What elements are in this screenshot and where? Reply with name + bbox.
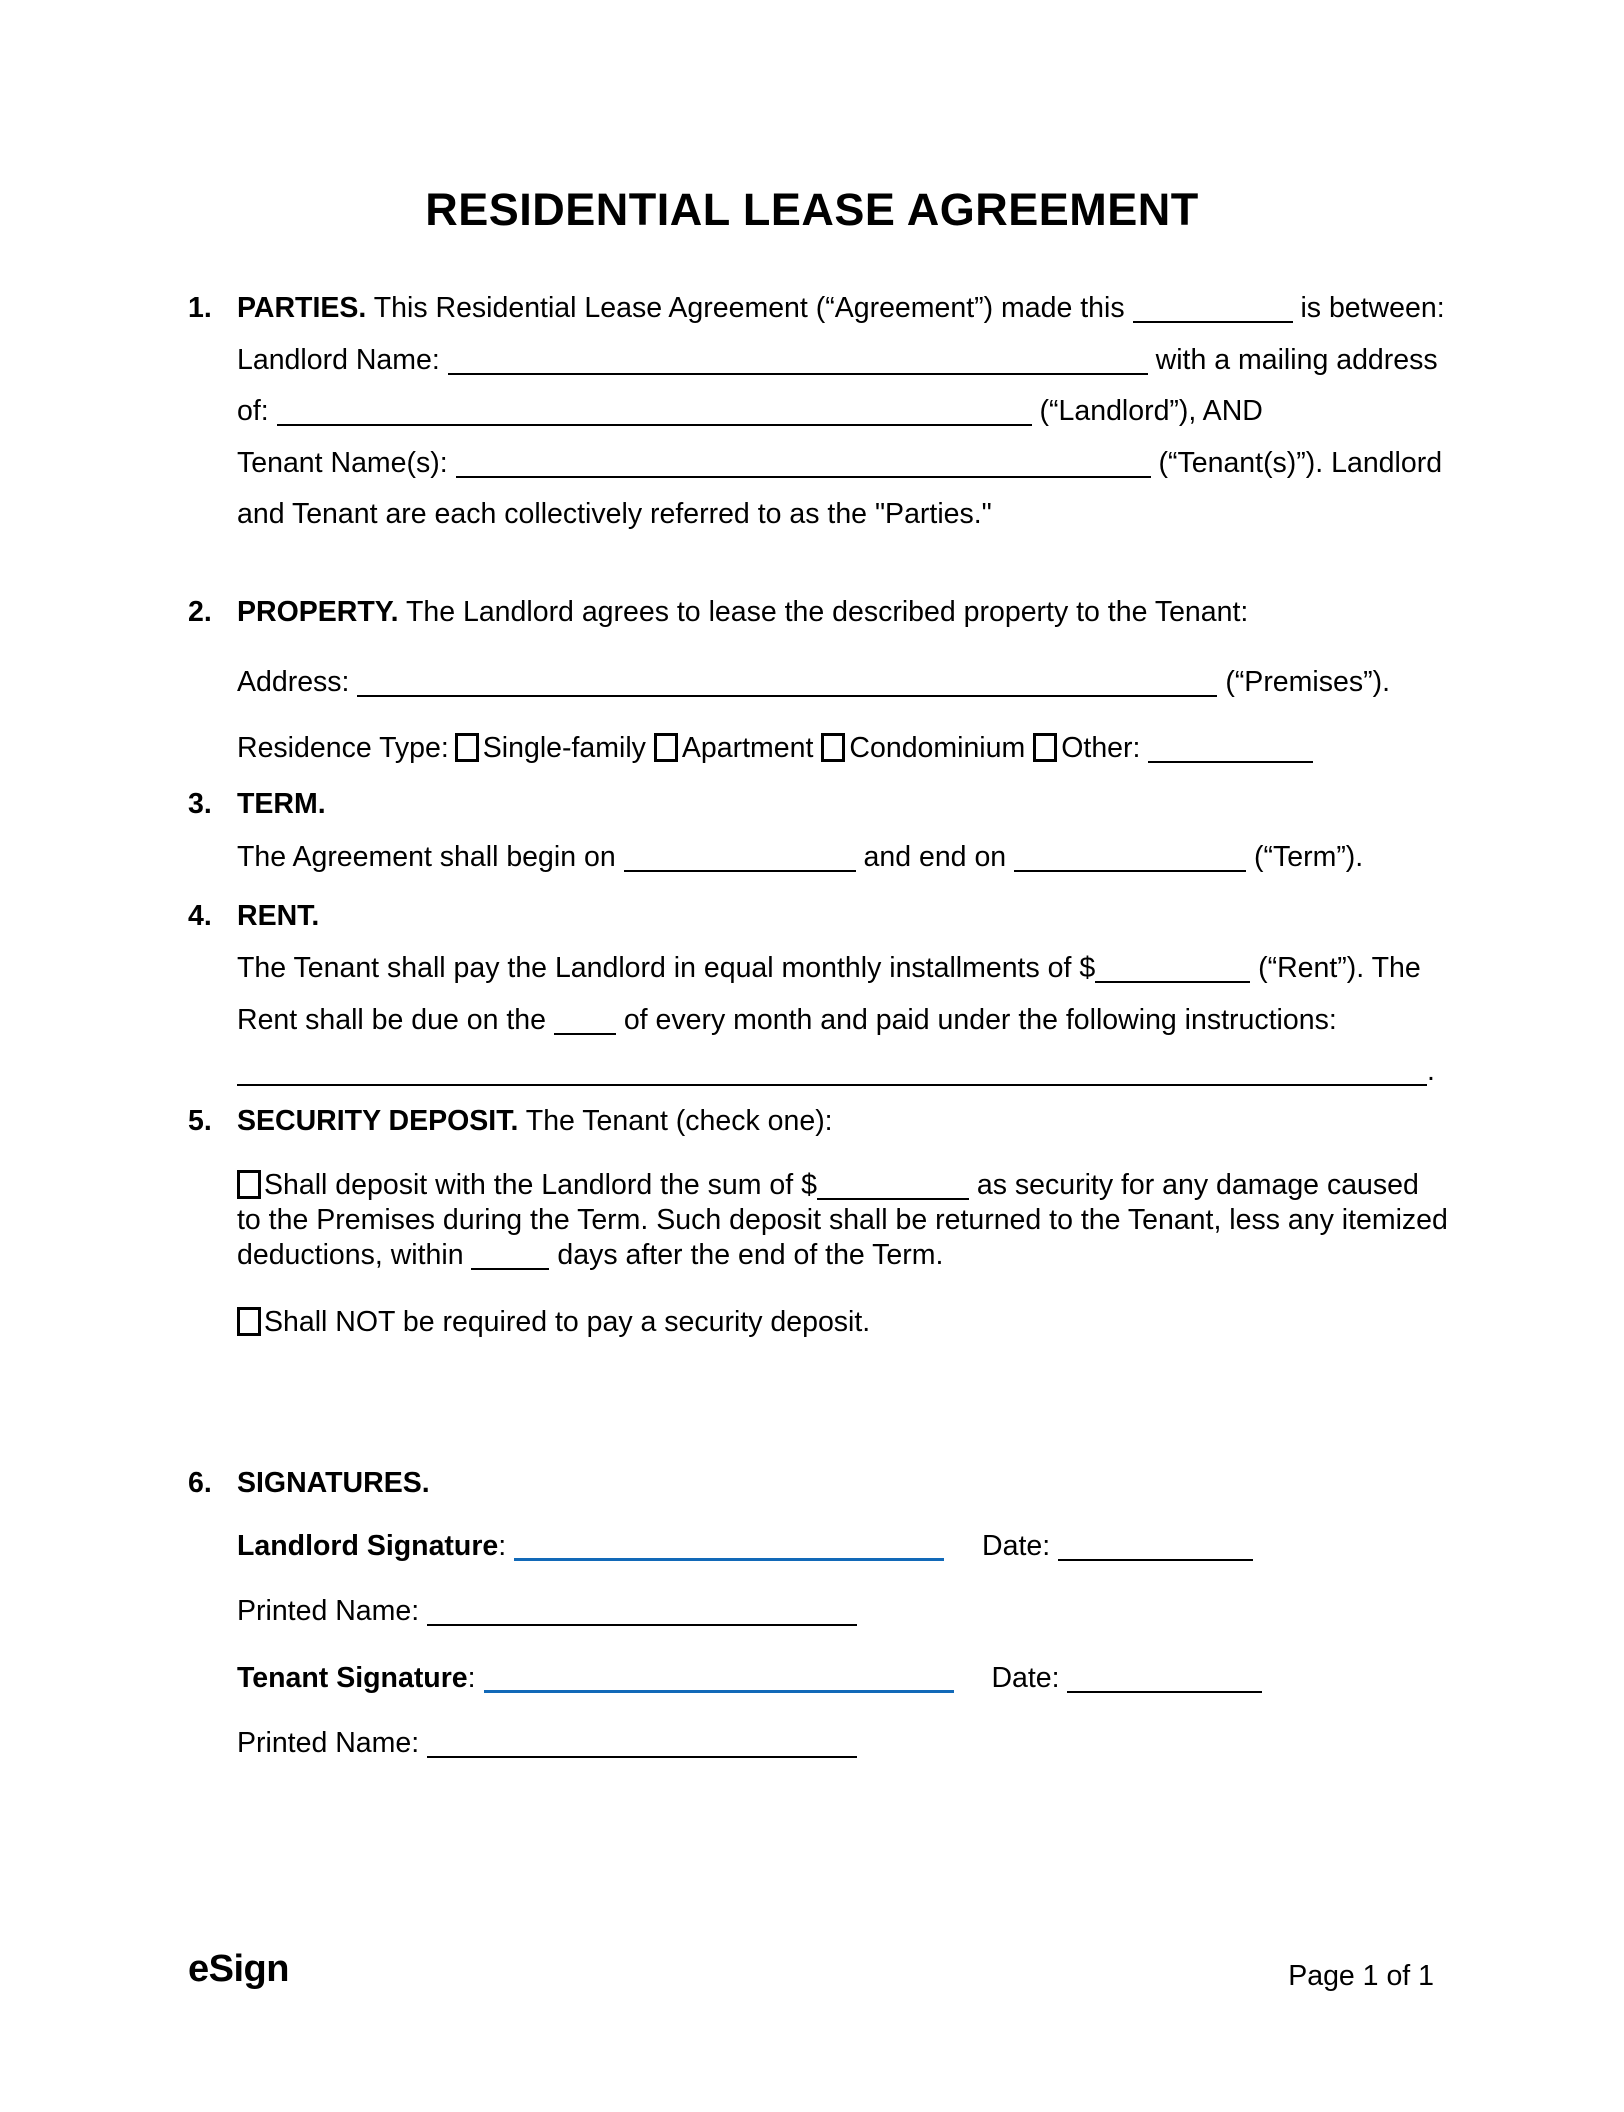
section-number: 6.	[188, 1467, 212, 1499]
term-heading: TERM.	[237, 788, 326, 820]
landlord-signature-line[interactable]	[514, 1528, 944, 1561]
security-option-1	[188, 1168, 1497, 1273]
landlord-name-blank[interactable]	[448, 343, 1148, 375]
document-title: RESIDENTIAL LEASE AGREEMENT	[425, 184, 1199, 235]
section-number: 4.	[188, 900, 212, 932]
checkbox-single-family[interactable]	[455, 733, 479, 762]
agreement-date-blank[interactable]	[1133, 291, 1293, 323]
rent-line3-period: .	[1427, 1055, 1435, 1087]
printed-name-label: Printed Name:	[237, 1727, 420, 1759]
landlord-signature-label: Landlord Signature	[237, 1530, 499, 1562]
tenant-name-blank[interactable]	[456, 446, 1151, 478]
parties-line-4	[188, 438, 1448, 490]
checkbox-apartment[interactable]	[654, 733, 678, 762]
security-option-2	[188, 1305, 1497, 1340]
residence-type-label: Residence Type:	[237, 732, 449, 764]
parties-intro: This Residential Lease Agreement (“Agreement”) made this	[373, 292, 1125, 324]
address-label: Address:	[237, 666, 350, 698]
tenant-signature-row	[188, 1653, 1448, 1705]
landlord-name-tail: with a mailing address	[1155, 343, 1438, 376]
deposit-line1-pre: Shall deposit with the Landlord the sum of $	[264, 1169, 817, 1201]
property-intro: The Landlord agrees to lease the described property to the Tenant:	[405, 596, 1249, 628]
tenant-signature-line[interactable]	[484, 1660, 954, 1693]
parties-line-1	[188, 283, 1448, 335]
parties-heading: PARTIES.	[237, 292, 367, 324]
section-parties	[188, 283, 1448, 541]
label-colon: :	[498, 1530, 507, 1562]
address-blank[interactable]	[357, 665, 1217, 697]
tenant-name-label: Tenant Name(s):	[237, 446, 448, 479]
section-number: 1.	[188, 292, 212, 324]
tenant-printed-row	[188, 1718, 1448, 1770]
parties-line-3	[188, 386, 1448, 438]
landlord-printed-name-blank[interactable]	[427, 1594, 857, 1626]
section-property-heading	[188, 587, 1448, 639]
date-label: Date:	[982, 1530, 1051, 1562]
term-tail: (“Term”).	[1254, 841, 1364, 873]
address-tail: (“Premises”).	[1225, 666, 1390, 698]
property-heading: PROPERTY.	[237, 596, 399, 628]
section-term-heading	[188, 779, 1448, 831]
term-row	[188, 832, 1448, 884]
tenant-signature-label: Tenant Signature	[237, 1662, 468, 1694]
section-rent-heading	[188, 891, 1448, 943]
landlord-printed-row	[188, 1586, 1448, 1638]
rent-line2-tail: of every month and paid under the following instructions:	[623, 1003, 1337, 1036]
printed-name-label: Printed Name:	[237, 1595, 420, 1627]
rent-line2-pre: Rent shall be due on the	[237, 1003, 546, 1036]
section-signatures-heading	[188, 1458, 1448, 1510]
checkbox-other[interactable]	[1033, 733, 1057, 762]
term-end-blank[interactable]	[1014, 840, 1246, 872]
property-address-row	[188, 657, 1448, 709]
section-security-heading	[188, 1096, 1448, 1148]
checkbox-no-deposit[interactable]	[237, 1307, 261, 1336]
rent-heading: RENT.	[237, 900, 320, 932]
term-begin-label: The Agreement shall begin on	[237, 841, 616, 873]
term-begin-blank[interactable]	[624, 840, 856, 872]
section-number: 2.	[188, 596, 212, 628]
term-mid-label: and end on	[863, 841, 1007, 873]
rent-due-day-blank[interactable]	[554, 1003, 616, 1035]
mailing-address-label: of:	[237, 395, 269, 427]
landlord-name-label: Landlord Name:	[237, 343, 440, 376]
esign-logo: eSign	[188, 1948, 289, 1990]
rent-line1-pre: The Tenant shall pay the Landlord in equal monthly installments of $	[237, 952, 1096, 984]
parties-closing-text: and Tenant are each collectively referred to as the "Parties."	[237, 498, 992, 530]
landlord-date-blank[interactable]	[1058, 1529, 1253, 1561]
rent-body	[188, 943, 1448, 1098]
security-intro: The Tenant (check one):	[525, 1105, 833, 1137]
rent-amount-blank[interactable]	[1095, 951, 1250, 983]
landlord-signature-row	[188, 1521, 1448, 1573]
parties-intro-tail: is between:	[1300, 292, 1445, 324]
option-single-family-label: Single-family	[482, 732, 646, 764]
signatures-heading: SIGNATURES.	[237, 1467, 430, 1499]
deposit-line3-tail: days after the end of the Term.	[557, 1239, 944, 1271]
checkbox-shall-deposit[interactable]	[237, 1170, 261, 1199]
parties-line-2	[188, 335, 1448, 387]
deposit-days-blank[interactable]	[471, 1238, 549, 1270]
page-number-label: Page 1 of 1	[1288, 1960, 1434, 1992]
rent-line1-tail: (“Rent”). The	[1258, 952, 1421, 984]
section-number: 3.	[188, 788, 212, 820]
option-apartment-label: Apartment	[681, 732, 814, 764]
deposit-line1-tail: as security for any damage caused	[976, 1169, 1419, 1201]
payment-instructions-blank[interactable]	[237, 1054, 1427, 1086]
property-residence-row	[188, 723, 1448, 775]
tenant-date-blank[interactable]	[1067, 1661, 1262, 1693]
deposit-line3-pre: deductions, within	[237, 1239, 464, 1271]
no-deposit-label: Shall NOT be required to pay a security deposit.	[264, 1306, 871, 1338]
label-colon: :	[467, 1662, 476, 1694]
date-label: Date:	[991, 1662, 1060, 1694]
mailing-address-blank[interactable]	[277, 394, 1032, 426]
option-condominium-label: Condominium	[849, 732, 1026, 764]
deposit-amount-blank[interactable]	[817, 1168, 969, 1200]
deposit-line2: to the Premises during the Term. Such deposit shall be returned to the Tenant, less any itemized	[237, 1204, 1448, 1236]
tenant-printed-name-blank[interactable]	[427, 1726, 857, 1758]
other-residence-blank[interactable]	[1148, 731, 1313, 763]
option-other-label: Other:	[1061, 732, 1141, 764]
mailing-address-tail: (“Landlord”), AND	[1039, 395, 1263, 427]
security-heading: SECURITY DEPOSIT.	[237, 1105, 519, 1137]
tenant-name-tail: (“Tenant(s)”). Landlord	[1158, 446, 1443, 479]
parties-line-5	[188, 489, 1448, 541]
section-number: 5.	[188, 1105, 212, 1137]
checkbox-condominium[interactable]	[821, 733, 845, 762]
